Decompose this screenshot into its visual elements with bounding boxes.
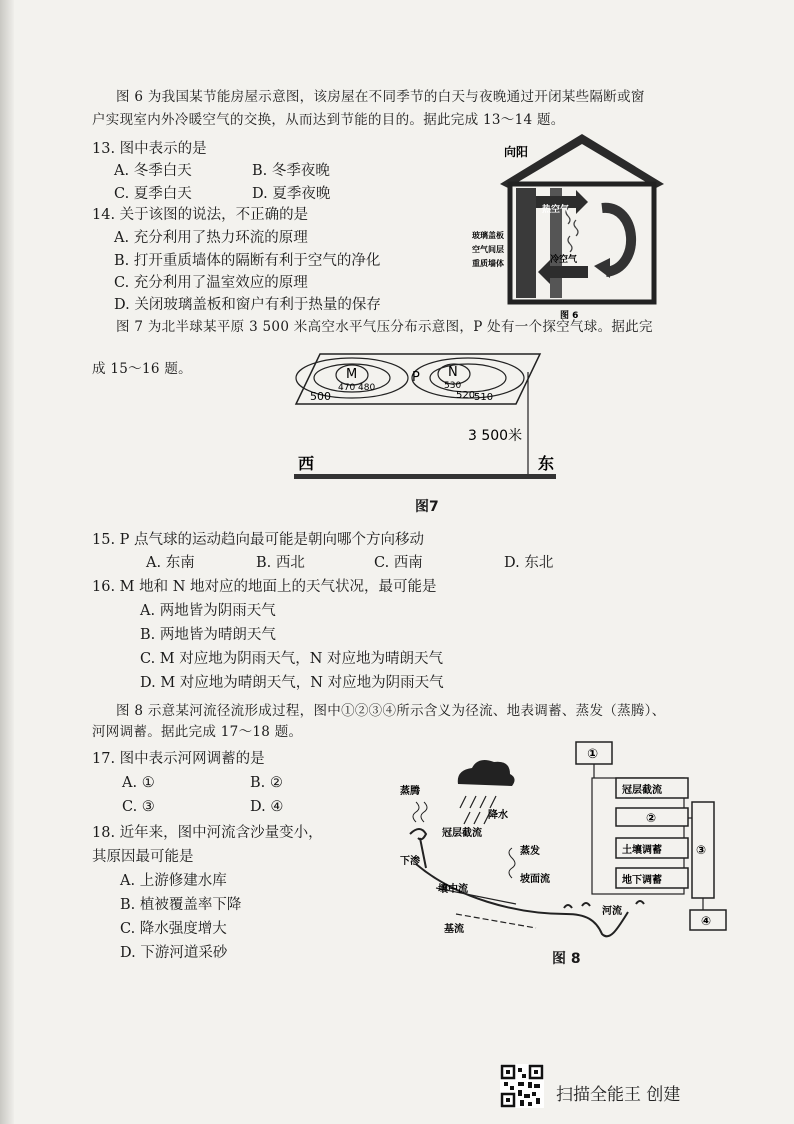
q17-option-a: A. ① [122,775,155,791]
evaporation-waves [509,848,515,878]
figure-7-caption: 图7 [415,499,439,515]
hot-air-label: 热空气 [542,205,570,215]
q16-stem: 16. M 地和 N 地对应的地面上的天气状况，最可能是 [92,579,437,595]
q16-option-d: D. M 对应地为晴朗天气，N 对应地为阴雨天气 [140,675,444,691]
label-intercept: 冠层截流 [442,828,482,839]
label-transpiration: 蒸腾 [400,786,420,797]
height-label: 3 500米 [468,428,523,444]
iso-label-520: 520 [456,390,476,401]
east-label: 东 [538,454,555,473]
cloud-icon [458,760,515,786]
box-4-label: ④ [701,914,712,928]
q13-option-a: A. 冬季白天 [114,163,192,179]
figure-8-caption: 图 8 [552,951,581,967]
box-ground-label: 地下调蓄 [622,875,662,886]
q18-stem-line2: 其原因最可能是 [92,849,194,865]
iso-label-480: 480 [358,383,376,393]
label-baseflow: 基流 [444,924,464,935]
watermark-text: 扫描全能王 创建 [556,1085,681,1105]
baseflow-arrow [456,914,536,928]
q18-option-d: D. 下游河道采砂 [120,945,228,961]
circulation-arrow-head [594,258,610,278]
q17-stem: 17. 图中表示河网调蓄的是 [92,751,265,767]
box-1-label: ① [587,747,599,762]
q13-stem: 13. 图中表示的是 [92,141,207,157]
q14-option-a: A. 充分利用了热力环流的原理 [114,230,308,246]
q18-option-c: C. 降水强度增大 [120,921,227,937]
q16-option-c: C. M 对应地为阴雨天气，N 对应地为晴朗天气 [140,651,444,667]
iso-label-510: 510 [474,392,494,403]
figure-7-pressure-diagram [290,348,560,488]
q15-stem: 15. P 点气球的运动趋向最可能是朝向哪个方向移动 [92,532,425,548]
iso-label-500: 500 [310,390,331,403]
intro-17-18-line1: 图 8 示意某河流径流形成过程，图中①②③④所示含义为径流、地表调蓄、蒸发（蒸腾）、 [116,703,666,719]
figure-6-caption: 图 6 [560,311,579,321]
q14-option-c: C. 充分利用了温室效应的原理 [114,275,308,291]
q13-option-d: D. 夏季夜晚 [252,186,331,202]
q15-option-d: D. 东北 [504,555,554,571]
roof-label: 向阳 [504,145,529,159]
q17-option-b: B. ② [250,775,283,791]
iso-label-470: 470 [338,383,356,393]
qr-code-icon [500,1064,544,1108]
box-3-label: ③ [696,843,707,857]
box-soil-label: 土壤调蓄 [622,845,662,856]
q16-option-b: B. 两地皆为晴朗天气 [140,627,276,643]
point-m: M [346,367,358,382]
q15-option-a: A. 东南 [146,555,195,571]
label-seepage: 下渗 [400,856,420,867]
q14-stem: 14. 关于该图的说法，不正确的是 [92,207,309,223]
intro-13-14-line1: 图 6 为我国某节能房屋示意图，该房屋在不同季节的白天与夜晚通过开闭某些隔断或窗 [116,89,645,105]
label-interflow: 壤中流 [438,884,468,895]
label-slope-flow: 坡面流 [520,874,550,885]
q18-option-b: B. 植被覆盖率下降 [120,897,242,913]
figure-8-runoff-diagram [396,738,736,944]
q18-stem-line1: 18. 近年来，图中河流含沙量变小， [92,825,323,841]
box-2-label: ② [646,811,657,825]
box-canopy-label: 冠层截流 [622,785,662,796]
transpiration-waves [413,802,427,822]
intro-15-16-line2: 成 15～16 题。 [92,361,192,377]
house-roof [500,134,664,188]
label-river: 河流 [602,906,622,917]
label-evaporation: 蒸发 [520,846,540,857]
label-air-layer: 空气间层 [472,245,504,254]
q17-option-d: D. ④ [250,799,284,815]
west-label: 西 [298,454,315,473]
q14-option-d: D. 关闭玻璃盖板和窗户有利于热量的保存 [114,297,381,313]
scan-edge [0,0,14,1124]
q14-option-b: B. 打开重质墙体的隔断有利于空气的净化 [114,253,381,269]
figure-6-house-diagram [472,126,670,322]
intro-13-14-line2: 户实现室内外冷暖空气的交换，从而达到节能的目的。据此完成 13～14 题。 [92,112,565,128]
cold-air-label: 冷空气 [550,255,578,265]
label-glass: 玻璃盖板 [472,231,504,240]
q18-option-a: A. 上游修建水库 [120,873,227,889]
ground-line [294,474,556,479]
q13-option-c: C. 夏季白天 [114,186,192,202]
q15-option-c: C. 西南 [374,555,423,571]
label-heavy-wall: 重质墙体 [472,259,504,268]
point-n: N [448,365,458,380]
intro-17-18-line2: 河网调蓄。据此完成 17～18 题。 [92,724,303,740]
point-p: P [412,370,420,385]
q15-option-b: B. 西北 [256,555,305,571]
q17-option-c: C. ③ [122,799,155,815]
iso-label-530: 530 [444,381,462,391]
label-rain: 降水 [488,810,508,821]
intro-15-16-line1: 图 7 为北半球某平原 3 500 米高空水平气压分布示意图，P 处有一个探空气球。据此完 [116,319,653,335]
q16-option-a: A. 两地皆为阴雨天气 [140,603,276,619]
q13-option-b: B. 冬季夜晚 [252,163,330,179]
